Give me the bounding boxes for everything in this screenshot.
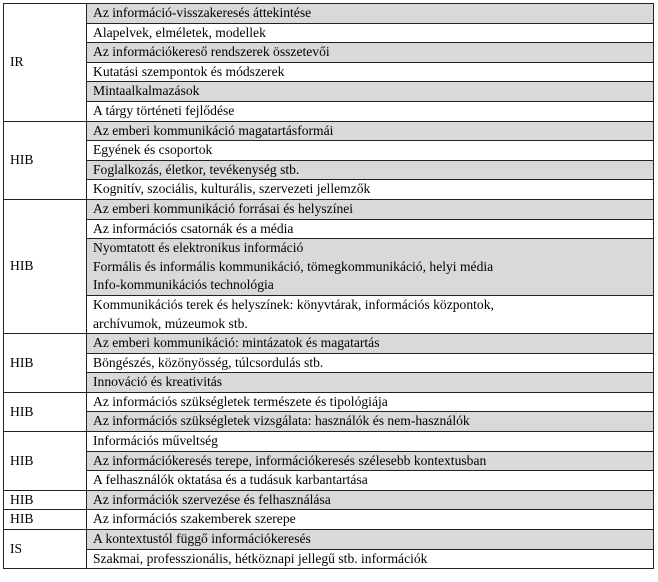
topic-cell: A tárgy történeti fejlődése: [87, 101, 654, 121]
table-row: [4, 373, 654, 393]
topics-table: [3, 3, 654, 569]
topic-cell: Kutatási szempontok és módszerek: [87, 62, 654, 82]
table-row: [4, 392, 654, 412]
topics-table-body: [4, 4, 654, 569]
table-row: [4, 121, 654, 141]
table-row: [4, 471, 654, 491]
topic-cell: Böngészés, közönyösség, túlcsordulás stb.: [87, 353, 654, 373]
group-code-cell: HIB: [4, 199, 87, 333]
topic-cell: Az információs csatornák és a média: [87, 219, 654, 239]
topic-cell: Az információk szervezése és felhasználása: [87, 490, 654, 510]
table-row: [4, 219, 654, 239]
table-row: [4, 412, 654, 432]
table-row: [4, 141, 654, 161]
topic-cell: Az információ-visszakeresés áttekintése: [87, 4, 654, 24]
topic-cell: A kontextustól függő információkeresés: [87, 530, 654, 550]
topic-cell: Szakmai, professzionális, hétköznapi jellegű stb. információk: [87, 549, 654, 569]
topic-cell: Egyének és csoportok: [87, 141, 654, 161]
table-row: [4, 199, 654, 219]
group-code-cell: IS: [4, 530, 87, 569]
topic-cell: A felhasználók oktatása és a tudásuk karbantartása: [87, 471, 654, 491]
topic-cell: Az információs szükségletek vizsgálata: használók és nem-használók: [87, 412, 654, 432]
topic-cell: Az emberi kommunikáció forrásai és helyszínei: [87, 199, 654, 219]
topic-cell: Az emberi kommunikáció: mintázatok és magatartás: [87, 334, 654, 354]
group-code-cell: HIB: [4, 334, 87, 393]
topic-cell: Foglalkozás, életkor, tevékenység stb.: [87, 160, 654, 180]
table-row: [4, 239, 654, 296]
topic-cell: Az információs szükségletek természete és tipológiája: [87, 392, 654, 412]
table-row: [4, 101, 654, 121]
table-row: [4, 549, 654, 569]
group-code-cell: HIB: [4, 432, 87, 491]
table-row: [4, 180, 654, 200]
table-row: [4, 510, 654, 530]
table-row: [4, 4, 654, 24]
group-code-cell: HIB: [4, 392, 87, 431]
topic-cell: Innováció és kreativitás: [87, 373, 654, 393]
group-code-cell: HIB: [4, 121, 87, 199]
table-row: [4, 82, 654, 102]
topic-cell: Az információs szakemberek szerepe: [87, 510, 654, 530]
topic-cell: Az információkereső rendszerek összetevői: [87, 43, 654, 63]
topic-cell: Információs műveltség: [87, 432, 654, 452]
group-code-cell: HIB: [4, 490, 87, 510]
group-code-cell: IR: [4, 4, 87, 122]
table-row: [4, 490, 654, 510]
table-row: [4, 23, 654, 43]
table-row: [4, 451, 654, 471]
table-row: [4, 334, 654, 354]
table-row: [4, 43, 654, 63]
topic-cell: Kognitív, szociális, kulturális, szervezeti jellemzők: [87, 180, 654, 200]
topic-cell: Az emberi kommunikáció magatartásformái: [87, 121, 654, 141]
table-row: [4, 295, 654, 333]
table-row: [4, 432, 654, 452]
group-code-cell: HIB: [4, 510, 87, 530]
topic-cell: Alapelvek, elméletek, modellek: [87, 23, 654, 43]
topic-cell: Mintaalkalmazások: [87, 82, 654, 102]
table-row: [4, 353, 654, 373]
topic-cell: Nyomtatott és elektronikus információ Formális és informális kommunikáció, tömegkommunikáció, helyi média Info-kommunikációs technológia: [87, 239, 654, 296]
table-row: [4, 160, 654, 180]
table-row: [4, 62, 654, 82]
topic-cell: Kommunikációs terek és helyszínek: könyvtárak, információs központok, archívumok, múzeumok stb.: [87, 295, 654, 333]
topic-cell: Az információkeresés terepe, információkeresés szélesebb kontextusban: [87, 451, 654, 471]
table-row: [4, 530, 654, 550]
